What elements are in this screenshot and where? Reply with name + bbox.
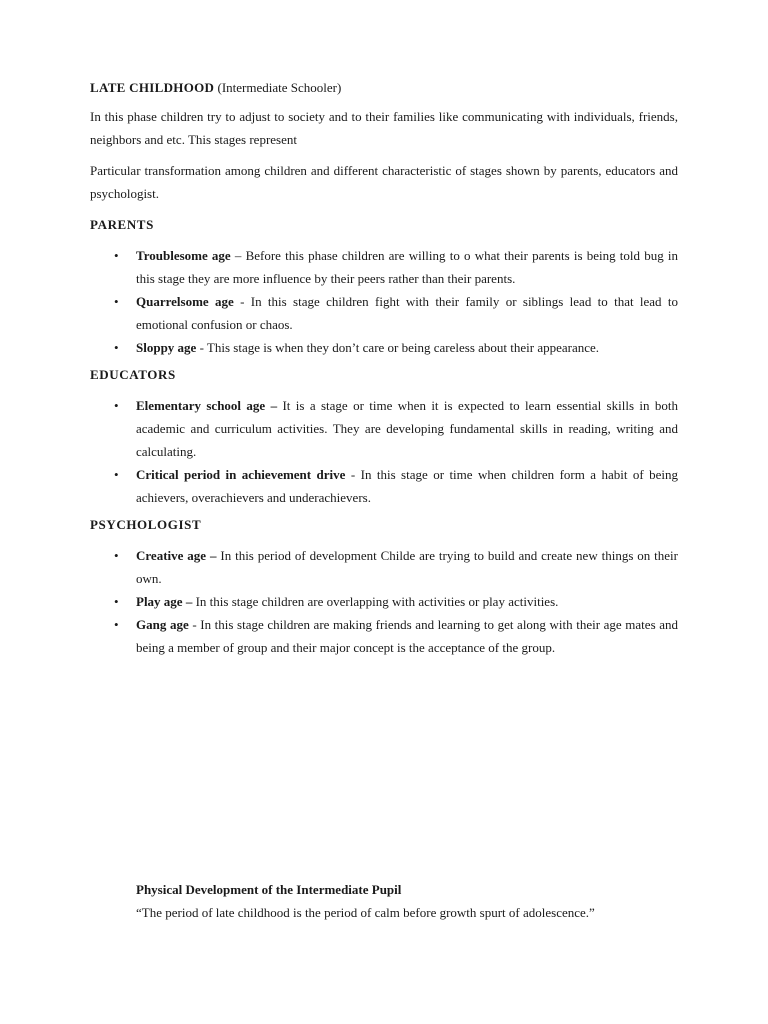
section-heading-psychologist: PSYCHOLOGIST: [90, 517, 202, 532]
item-text: - In this stage children are making friends and learning to get along with their age mates and being a member of group and their major concept is the acceptance of the group.: [136, 617, 678, 655]
item-term: Creative age –: [136, 548, 217, 563]
intro-paragraph-1: In this phase children try to adjust to society and to their families like communicating with individuals, friends, neighbors and etc. This stages represent: [90, 109, 678, 147]
list-item: [90, 394, 678, 463]
section-heading-parents: PARENTS: [90, 217, 154, 232]
list-item: [90, 463, 678, 509]
title-subtitle: (Intermediate Schooler): [214, 80, 342, 95]
educators-list: [90, 394, 678, 509]
psychologist-list: [90, 544, 678, 659]
item-text: In this period of development Childe are trying to build and create new things on their own.: [136, 548, 678, 586]
list-item: [90, 244, 678, 290]
bullet-icon: •: [114, 398, 119, 413]
item-term: Sloppy age: [136, 340, 197, 355]
document-title: [90, 76, 678, 99]
list-item: [90, 290, 678, 336]
item-text: - This stage is when they don’t care or being careless about their appearance.: [196, 340, 600, 355]
bullet-icon: •: [114, 548, 119, 563]
title-main: LATE CHILDHOOD: [90, 80, 215, 95]
parents-list: [90, 244, 678, 359]
item-text: - In this stage or time when children form a habit of being achievers, overachievers and underachievers.: [136, 467, 678, 505]
bullet-icon: •: [114, 248, 119, 263]
list-item: [90, 613, 678, 659]
section-heading-educators: EDUCATORS: [90, 367, 176, 382]
item-term: Play age –: [136, 594, 193, 609]
bullet-icon: •: [114, 294, 119, 309]
intro-paragraph-2: Particular transformation among children and different characteristic of stages shown by parents, educators and psychologist.: [90, 163, 678, 201]
item-term: Elementary school age –: [136, 398, 278, 413]
physical-development-quote: “The period of late childhood is the period of calm before growth spurt of adolescence.”: [136, 905, 595, 920]
list-item: [90, 544, 678, 590]
bullet-icon: •: [114, 594, 119, 609]
item-text: - In this stage children fight with their family or siblings lead to that lead to emotional confusion or chaos.: [136, 294, 678, 332]
list-item: [90, 590, 678, 613]
physical-development-section: [136, 878, 696, 924]
item-term: Critical period in achievement drive: [136, 467, 346, 482]
item-text: It is a stage or time when it is expected to learn essential skills in both academic and curriculum activities. They are developing fundamental skills in reading, writing and calculating.: [136, 398, 679, 459]
item-term: Quarrelsome age: [136, 294, 234, 309]
bullet-icon: •: [114, 340, 119, 355]
bullet-icon: •: [114, 467, 119, 482]
item-text: – Before this phase children are willing to o what their parents is being told bug in this stage they are more influence by their peers rather than their parents.: [136, 248, 678, 286]
item-term: Troublesome age: [136, 248, 231, 263]
item-term: Gang age: [136, 617, 189, 632]
list-item: [90, 336, 678, 359]
item-text: In this stage children are overlapping with activities or play activities.: [192, 594, 559, 609]
physical-development-title: Physical Development of the Intermediate Pupil: [136, 882, 402, 897]
bullet-icon: •: [114, 617, 119, 632]
document-body: [90, 76, 678, 663]
